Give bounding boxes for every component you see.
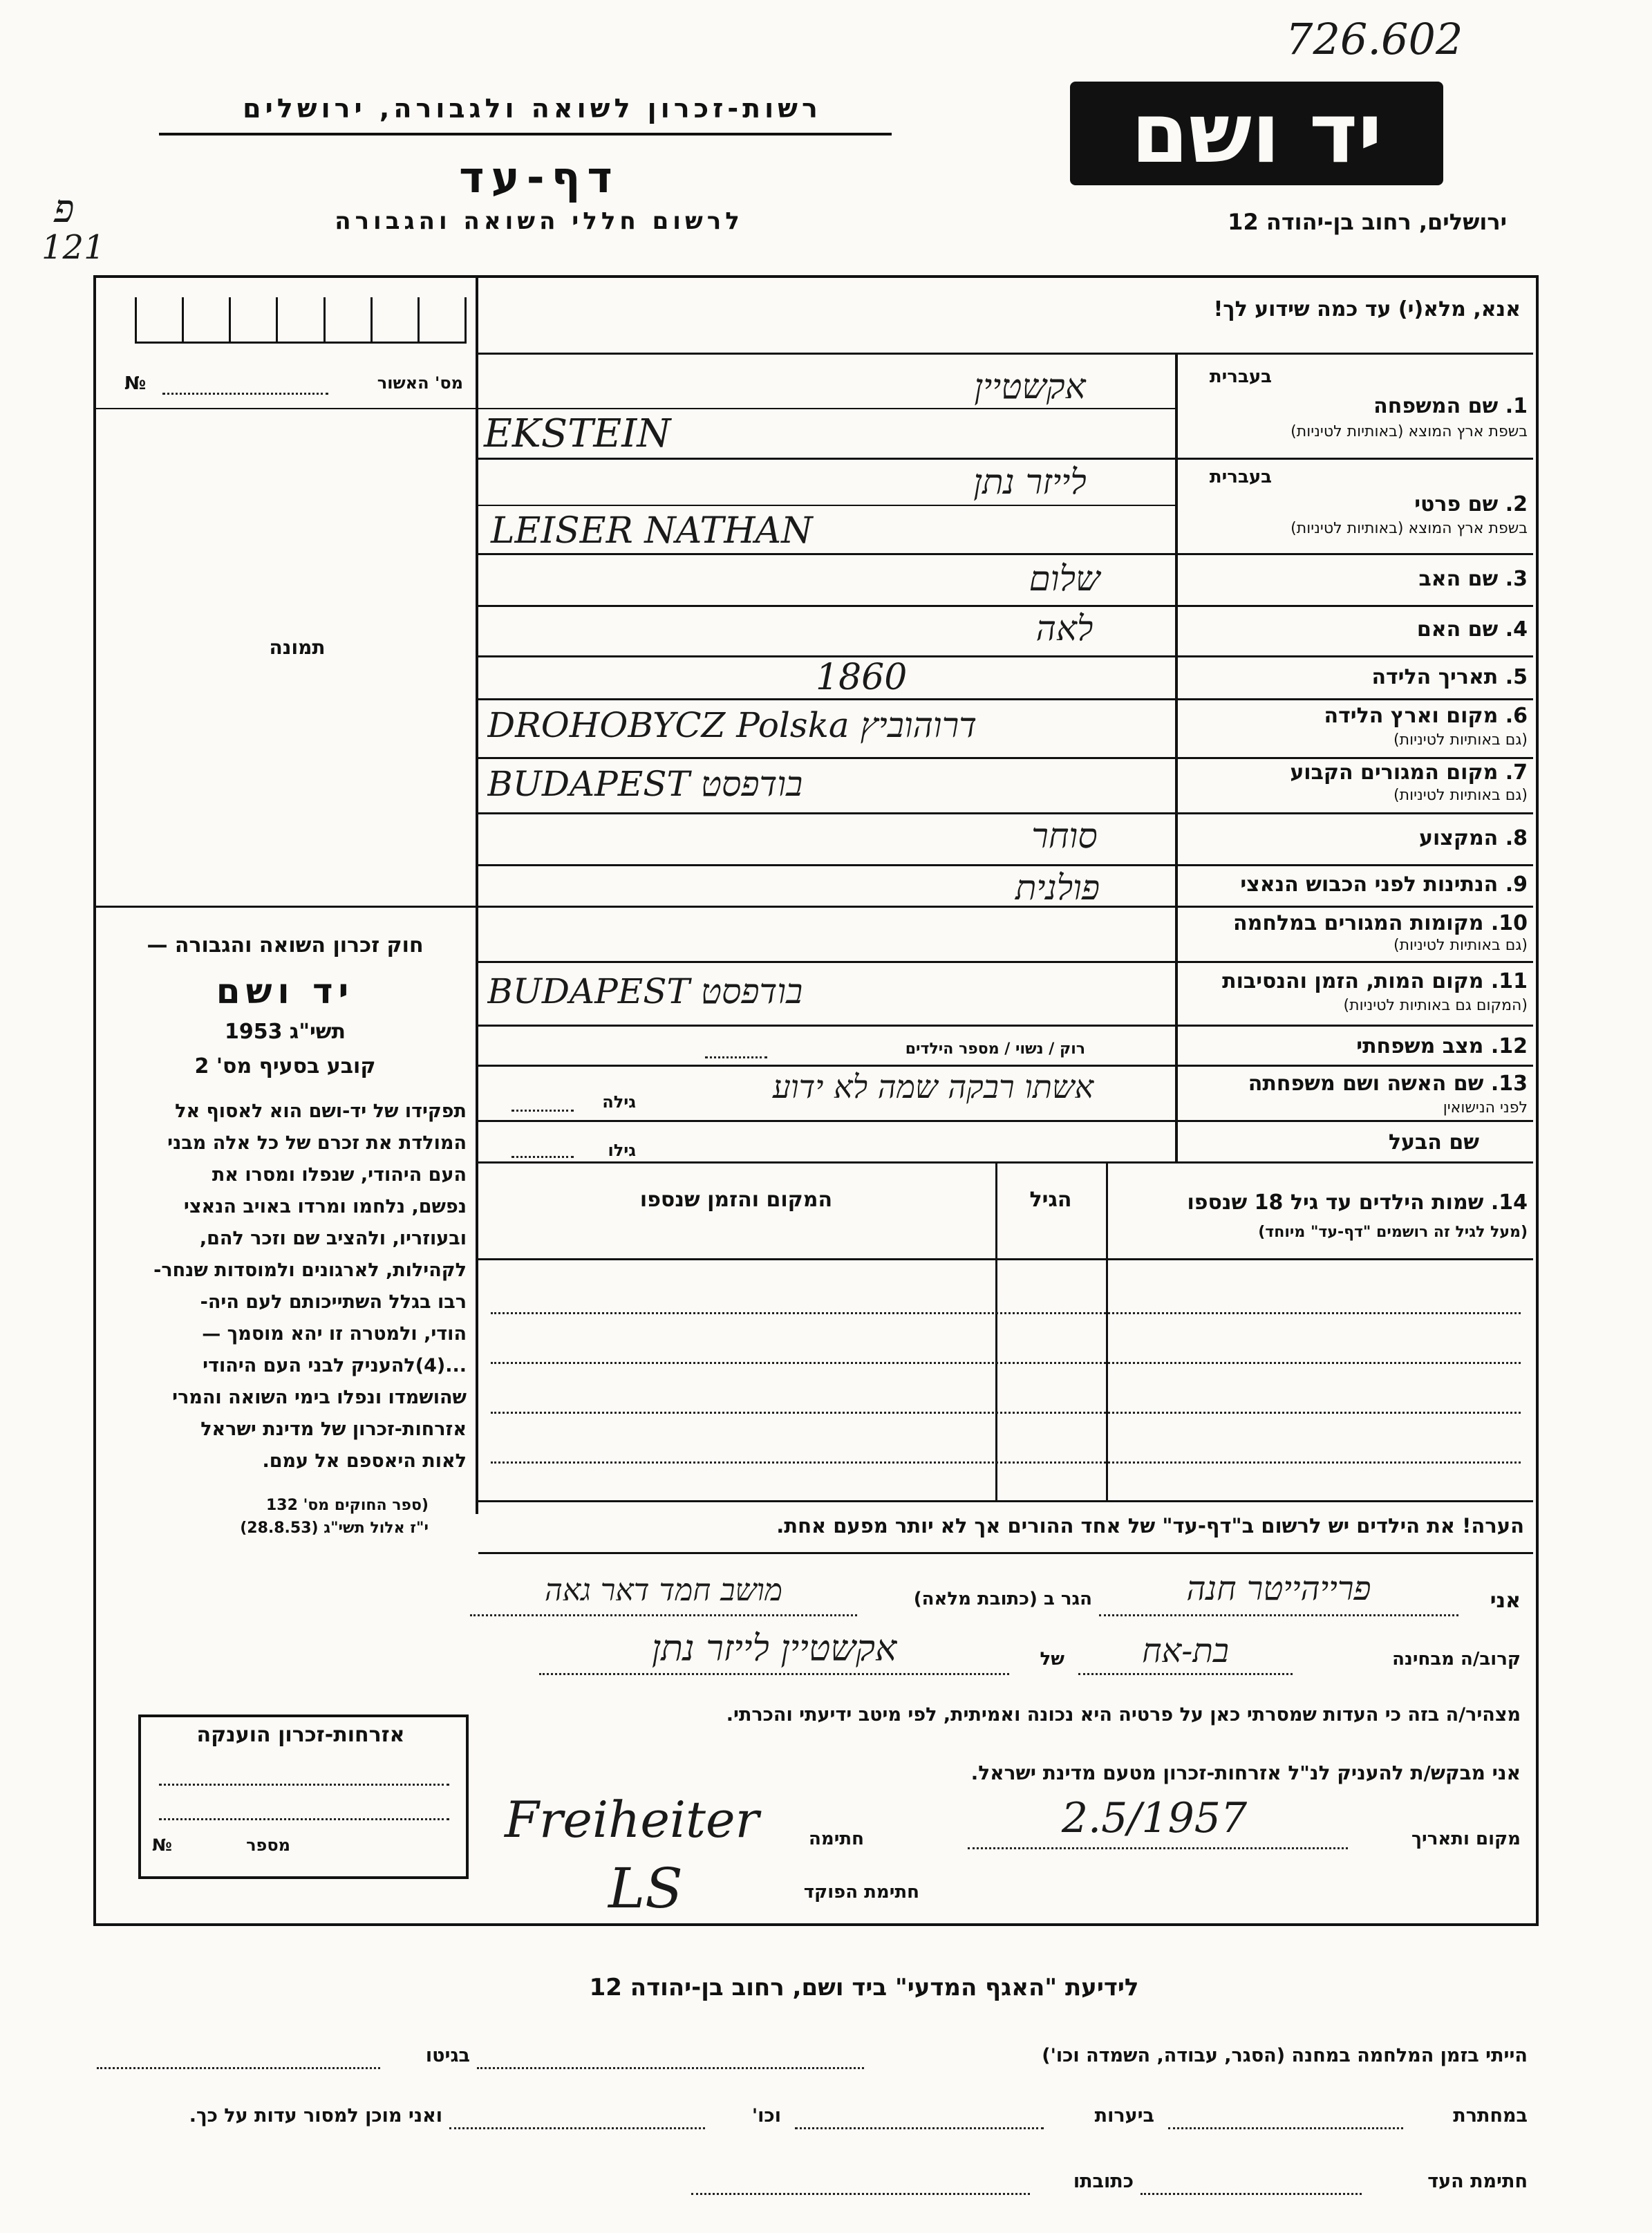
footer-forest-label: ביערות: [1094, 2105, 1154, 2127]
footer-etc-label: וכו': [751, 2105, 781, 2127]
citizenship-box-line[interactable]: [159, 1818, 449, 1820]
field-3-label: 3. שם האב: [1418, 567, 1528, 591]
row-rule: [478, 553, 1533, 555]
law-line: רבו בגלל השתייכותם לעם היה-: [200, 1291, 467, 1313]
approval-rule: [96, 408, 476, 409]
field-6-label: 6. מקום וארץ הלידה: [1324, 704, 1528, 728]
photo-label: תמונה: [269, 636, 326, 659]
remark-text: הערה! את הילדים יש לרשום ב"דף-עד" של אחד ההורים אך לא יותר מפעם אחת.: [776, 1514, 1524, 1538]
field-12-value-line[interactable]: [705, 1056, 767, 1058]
instruction-text: אנא, מלא(י) עד כמה שידוע לך!: [1213, 297, 1521, 321]
law-text: [104, 1096, 467, 1477]
field-5-value[interactable]: 1860: [816, 657, 908, 698]
children-header-rule: [478, 1258, 1533, 1260]
children-row[interactable]: [491, 1362, 1521, 1364]
field-9-label: 9. הנתינות לפני הכבוש הנאצי: [1240, 872, 1528, 897]
officer-signature-label: חתימת הפוקד: [803, 1882, 919, 1903]
sub-row-rule: [478, 505, 1175, 506]
footer-title: לידיעת "האגף המדעי" ביד ושם, רחוב בן-יהודה 12: [589, 1974, 1139, 2001]
approval-label: מס' האשור: [377, 373, 463, 393]
law-title: חוק זכרון השואה והגבורה —: [147, 933, 424, 957]
footer-underground-label: במחתרת: [1453, 2105, 1528, 2127]
law-line: לקהילות, לארגונים ולמוסדות שנחר-: [153, 1260, 467, 1281]
law-logo: יד ושם: [216, 971, 355, 1011]
field-10-sub: (גם באותיות לטיניות): [1393, 937, 1528, 954]
declarant-name-line: [1099, 1614, 1458, 1616]
approval-no-label: №: [124, 373, 147, 394]
resides-label: הגר ב (כתובת מלאה): [913, 1589, 1092, 1609]
form-subtitle: לרשום חללי השואה והגבורה: [335, 207, 744, 235]
footer-address-label: כתובתו: [1073, 2171, 1134, 2192]
officer-signature: LS: [608, 1856, 683, 1921]
footer-etc-field[interactable]: [449, 2127, 705, 2129]
signature-value: Freiheiter: [505, 1791, 759, 1849]
law-year: תשי"ג 1953: [224, 1020, 346, 1044]
row-rule: [478, 655, 1533, 657]
field-1-latin-value[interactable]: EKSTEIN: [484, 411, 671, 456]
citizenship-number-label: מספר: [246, 1835, 290, 1855]
law-line: המולדת את זכרם של כל אלה מבני: [167, 1132, 467, 1154]
husband-age-label: גילו: [608, 1141, 636, 1160]
field-11-value[interactable]: BUDAPEST בודפסט: [487, 971, 803, 1011]
field-12-label: 12. מצב משפחתי: [1356, 1034, 1528, 1058]
signature-label: חתימה: [809, 1829, 864, 1849]
margin-mark-letter: פ: [54, 187, 75, 232]
field-1-label: 1. שם המשפחה: [1373, 394, 1528, 418]
field-8-value[interactable]: סוחר: [1031, 816, 1098, 856]
header-address: ירושלים, רחוב בן-יהודה 12: [1228, 209, 1507, 235]
children-place-header: המקום והזמן שנספו: [639, 1188, 833, 1212]
law-line: אזרחות-זכרון של מדינת ישראל: [200, 1419, 467, 1440]
field-1-hebrew-value[interactable]: אקשטיין: [974, 366, 1086, 407]
row-rule: [478, 1065, 1533, 1067]
row-rule: [478, 458, 1533, 460]
footer-underground-field[interactable]: [1168, 2127, 1403, 2129]
field-13-age-label: גילה: [602, 1092, 636, 1112]
row-rule: [478, 864, 1533, 866]
field-2-hebrew-value[interactable]: לייזר נתן: [973, 462, 1087, 502]
row-rule: [478, 1120, 1533, 1122]
remark-rule-top: [478, 1500, 1533, 1502]
declarant-address[interactable]: מושב חמד דאר גאה: [545, 1573, 782, 1608]
org-line: רשות-זכרון לשואה ולגבורה, ירושלים: [243, 93, 822, 124]
children-label: 14. שמות הילדים עד גיל 18 שנספו: [1187, 1190, 1528, 1215]
field-2-tag: בעברית: [1209, 467, 1272, 487]
row-rule: [478, 812, 1533, 814]
left-column-divider: [476, 275, 478, 1514]
children-row[interactable]: [491, 1412, 1521, 1414]
field-11-label: 11. מקום המות, הזמן והנסיבות: [1222, 969, 1528, 993]
law-clause: קובע בסעיף מס' 2: [194, 1054, 376, 1078]
sub-row-rule: [478, 408, 1175, 409]
footer-ghetto-label: בגיטו: [425, 2045, 470, 2066]
margin-mark-number: 121: [41, 228, 105, 267]
field-1-sub: בשפת ארץ המוצא (באותיות לטיניות): [1290, 423, 1528, 440]
citizenship-box-title: אזרחות-זכרון הוענקה: [196, 1723, 405, 1747]
field-2-latin-value[interactable]: LEISER NATHAN: [491, 510, 813, 552]
row-rule: [478, 757, 1533, 759]
field-3-value[interactable]: שלום: [1029, 559, 1100, 599]
field-5-label: 5. תאריך הלידה: [1371, 665, 1528, 689]
children-age-header: הגיל: [1029, 1188, 1072, 1212]
law-line: העם היהודי, שנפלו ומסרו את: [212, 1164, 467, 1186]
field-1-tag: בעברית: [1209, 366, 1272, 387]
approval-field[interactable]: [162, 393, 328, 395]
footer-camp-field[interactable]: [477, 2067, 864, 2069]
field-4-label: 4. שם האם: [1416, 617, 1528, 642]
field-7-sub: (גם באותיות לטיניות): [1393, 787, 1528, 804]
citizenship-no-label: №: [152, 1835, 172, 1855]
field-9-value[interactable]: פולנית: [1015, 868, 1100, 908]
footer-ghetto-field[interactable]: [97, 2067, 380, 2069]
law-line: הודי, ולמטרה זו יהא מוסמך —: [202, 1323, 467, 1345]
husband-age-field[interactable]: [511, 1156, 574, 1158]
form-title: דף-עד: [459, 152, 619, 203]
row-rule: [478, 698, 1533, 700]
field-11-sub: (המקום גם באותיות לטיניות): [1343, 997, 1528, 1014]
declaration-request: אני מבקש/ת להעניק לנ"ל אזרחות-זכרון מטעם מדינת ישראל.: [970, 1762, 1521, 1784]
field-2-label: 2. שם פרטי: [1414, 492, 1528, 516]
field-13-age-field[interactable]: [511, 1110, 574, 1112]
date-value[interactable]: 2.5/1957: [1061, 1794, 1248, 1842]
field-10-label: 10. מקומות המגורים במלחמה: [1233, 911, 1528, 935]
footer-witness-signature-label: חתימת העד: [1427, 2171, 1528, 2192]
instruction-rule: [478, 353, 1533, 355]
header-rule: [159, 133, 892, 136]
field-4-value[interactable]: לאה: [1035, 608, 1093, 648]
place-date-label: מקום ותאריך: [1411, 1829, 1521, 1849]
field-6-sub: (גם באותיות לטיניות): [1393, 731, 1528, 749]
field-7-label: 7. מקום המגורים הקבוע: [1290, 760, 1528, 785]
declaration-statement: מצהיר/ה בזה כי העדות שמסרתי כאן על פרטיה היא נכונה ואמיתית, לפי מיטב ידיעתי והכרתי.: [726, 1704, 1521, 1726]
field-13-sub: לפני הנישואין: [1443, 1099, 1528, 1116]
footer-address-field[interactable]: [691, 2193, 1030, 2195]
law-line: לאות היאספם אל עמם.: [262, 1450, 467, 1472]
footer-witness-signature-field[interactable]: [1141, 2193, 1362, 2195]
photo-rule: [96, 906, 476, 908]
field-13-value[interactable]: אשתו רבקה שמה לא ידוע: [772, 1068, 1094, 1105]
row-rule: [478, 1025, 1533, 1027]
law-line: ...(4)להעניק לבני העם היהודי: [203, 1355, 467, 1376]
footer-testimony-text: ואני מוכן למסור עדות על כך.: [189, 2105, 442, 2127]
row-rule: [478, 1161, 1533, 1164]
children-row[interactable]: [491, 1312, 1521, 1314]
children-row[interactable]: [491, 1461, 1521, 1464]
of-label: של: [1040, 1649, 1064, 1670]
field-10-value[interactable]: [487, 913, 1172, 954]
row-rule: [478, 605, 1533, 607]
row-rule: [478, 961, 1533, 963]
declarant-name[interactable]: פרייהייטר חנה: [1186, 1569, 1371, 1608]
footer-forest-field[interactable]: [795, 2127, 1044, 2129]
field-8-label: 8. המקצוע: [1419, 826, 1528, 850]
law-line: נפשם, נלחמו ומרדו באויב הנאצי: [183, 1196, 467, 1217]
law-reference-1: (ספר החוקים מס' 132: [265, 1497, 429, 1514]
children-table-divider-2: [995, 1161, 997, 1500]
relative-name[interactable]: אקשטיין לייזר נתן: [651, 1628, 897, 1670]
citizenship-box-line[interactable]: [159, 1784, 449, 1786]
law-line: שהושמדו ונפלו בימי השואה והמרי: [172, 1387, 467, 1408]
relation-value[interactable]: בת-אח: [1142, 1632, 1229, 1670]
yad-vashem-logo: יד ושם: [1070, 82, 1443, 185]
field-6-value[interactable]: DROHOBYCZ Polska דרוהוביץ: [487, 705, 977, 745]
declarant-address-line: [470, 1614, 857, 1616]
husband-label: שם הבעל: [1388, 1130, 1479, 1155]
date-line: [968, 1847, 1348, 1849]
field-12-note: רוק / נשוי / מספר הילדים: [905, 1040, 1085, 1058]
children-sub: (מעל לגיל זה רושמים "דף-עד" מיוחד): [1258, 1224, 1528, 1241]
law-line: תפקידו של יד-ושם הוא לאסוף אל: [175, 1101, 467, 1122]
relative-name-line: [539, 1673, 1009, 1675]
remark-rule-bottom: [478, 1552, 1533, 1554]
relative-label: קרוב/ה מבחינה: [1392, 1649, 1521, 1670]
field-13-label: 13. שם האשה ושם משפחתה: [1248, 1072, 1528, 1096]
approval-number-boxes[interactable]: [135, 297, 467, 344]
children-table-divider-1: [1106, 1161, 1108, 1500]
field-2-sub: בשפת ארץ המוצא (באותיות לטיניות): [1290, 520, 1528, 537]
relation-line: [1078, 1673, 1293, 1675]
declaration-i-label: אני: [1490, 1589, 1521, 1613]
footer-camp-label: הייתי בזמן המלחמה במחנה (הסגר, עבודה, השמדה וכו'): [1042, 2045, 1528, 2066]
law-line: ובעוזריו, ולהציב שם וזכר להם,: [199, 1228, 467, 1249]
field-7-value[interactable]: BUDAPEST בודפסט: [487, 764, 803, 804]
law-reference-2: י"ז אלול תשי"ג (28.8.53): [240, 1520, 429, 1537]
archive-number: 726.602: [1286, 14, 1463, 64]
